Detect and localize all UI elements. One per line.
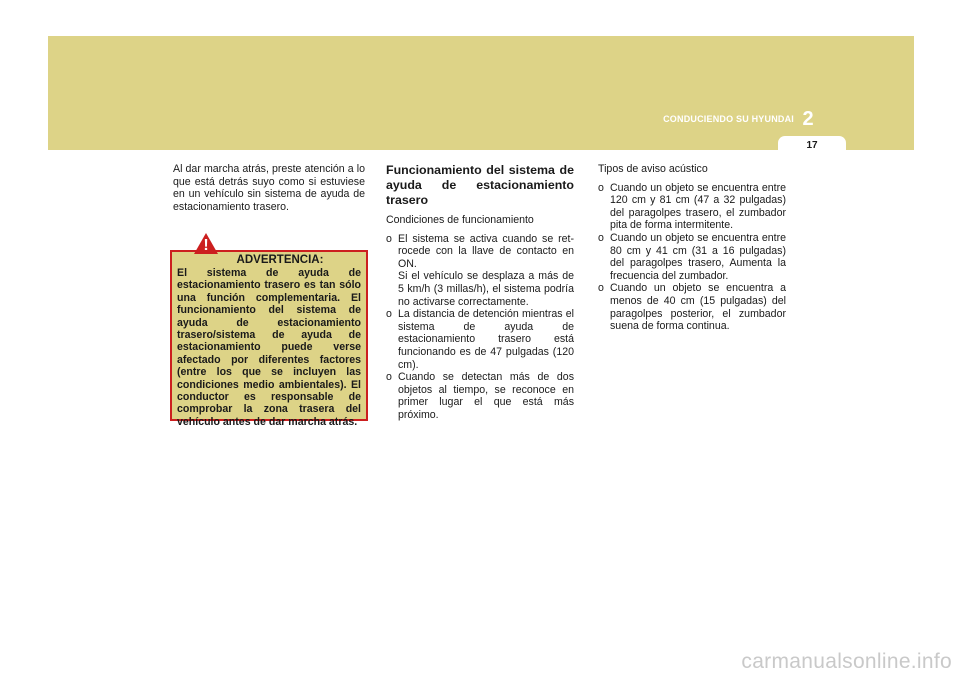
page-number: 17 <box>806 140 818 151</box>
alarm-types-subhead: Tipos de aviso acústico <box>598 163 708 175</box>
alarm-types-list <box>598 182 786 333</box>
list-bullet: o <box>386 371 392 384</box>
list-item-text: Cuando un objeto se encuentra entre 120 cm y 81 cm (47 a 32 pulgadas) del paragolpes trasero, el zumbador pita de forma intermitente. <box>610 181 786 232</box>
chapter-number: 2 <box>802 108 814 130</box>
warning-icon-symbol: ! <box>203 237 209 254</box>
header-band <box>48 36 914 150</box>
chapter-title: CONDUCIENDO SU HYUNDAI <box>663 114 794 124</box>
list-item-text: Cuando un objeto se encuentra entre 80 cm y 41 cm (31 a 16 pulgadas) del paragolpes trasero, Aumenta la frecuencia del zumbador. <box>610 231 786 282</box>
warning-title: ADVERTENCIA: <box>236 254 324 266</box>
list-item-text: Cuando se detectan más de dos objetos al tiempo, se reconoce en primer lugar el que está más próximo. <box>398 371 574 421</box>
list-bullet: o <box>598 181 604 194</box>
list-item <box>386 308 574 371</box>
list-item <box>598 182 786 232</box>
column-left <box>173 163 365 213</box>
list-item-text: El sistema se activa cuando se ret-rocede con la llave de contacto en ON. <box>398 232 574 270</box>
list-bullet: o <box>386 308 392 321</box>
watermark-link[interactable]: carmanualsonline.info <box>741 650 952 673</box>
conditions-subhead: Condiciones de funcionamiento <box>386 214 534 226</box>
list-item <box>386 371 574 421</box>
list-item-text: La distancia de detención mientras el sistema de ayuda de estacionamiento trasero está funcionando es de 47 pulgadas (120 cm). <box>398 308 574 371</box>
list-item-note: Si el vehículo se desplaza a más de 5 km/h (3 millas/h), el sistema podría no activarse correctamente. <box>398 270 574 308</box>
list-bullet: o <box>386 232 392 245</box>
warning-triangle-icon <box>194 233 218 254</box>
column-right <box>598 163 786 333</box>
warning-body: El sistema de ayuda de estacionamiento trasero es tan sólo una función complementaria. El funcionamiento del sistema de ayuda de estacionamiento trasero/sistema de ayuda de estacionamiento puede verse afectado por diferentes factores (entre los que se incluyen las condiciones medio ambientales). El conductor es responsable de comprobar la zona trasera del vehículo antes de dar marcha atrás. <box>177 267 361 428</box>
column-middle <box>386 163 574 422</box>
list-item <box>598 282 786 332</box>
conditions-list <box>386 233 574 422</box>
list-bullet: o <box>598 231 604 244</box>
list-item <box>598 232 786 282</box>
section-title: Funcionamiento del sistema de ayuda de estacionamiento trasero <box>386 163 574 207</box>
list-item-text: Cuando un objeto se encuentra a menos de 40 cm (15 pulgadas) del paragolpes posterior, el zumbador suena de forma continua. <box>610 282 786 333</box>
list-item <box>386 233 574 309</box>
intro-paragraph: Al dar marcha atrás, preste atención a lo que está detrás suyo como si estuviese en un vehículo sin sistema de ayuda de estacionamiento trasero. <box>173 163 365 213</box>
warning-box <box>170 250 368 428</box>
list-bullet: o <box>598 282 604 295</box>
